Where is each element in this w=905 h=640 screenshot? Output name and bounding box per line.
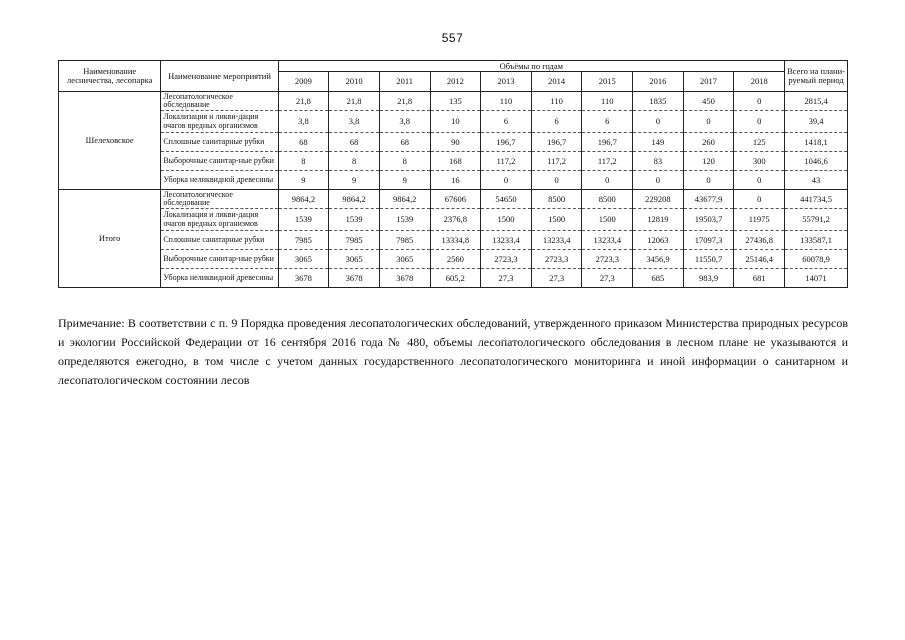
measure-name: Сплошные санитарные рубки bbox=[161, 231, 278, 250]
year-value: 13233,4 bbox=[531, 231, 582, 250]
year-value: 2723,3 bbox=[481, 250, 532, 269]
year-value: 7985 bbox=[329, 231, 380, 250]
header-total: Всего на плани-руемый период bbox=[785, 61, 848, 92]
year-value: 21,8 bbox=[379, 92, 430, 111]
year-value: 1539 bbox=[329, 209, 380, 231]
year-value: 68 bbox=[379, 133, 430, 152]
header-year: 2016 bbox=[633, 72, 684, 92]
year-value: 11975 bbox=[734, 209, 785, 231]
table-row bbox=[59, 152, 848, 171]
header-year: 2013 bbox=[481, 72, 532, 92]
year-value: 12063 bbox=[633, 231, 684, 250]
year-value: 135 bbox=[430, 92, 481, 111]
measure-name: Лесопатологическое обследование bbox=[161, 92, 278, 111]
total-value: 441734,5 bbox=[785, 190, 848, 209]
year-value: 3,8 bbox=[278, 111, 329, 133]
year-value: 6 bbox=[531, 111, 582, 133]
total-value: 39,4 bbox=[785, 111, 848, 133]
year-value: 0 bbox=[633, 111, 684, 133]
year-value: 681 bbox=[734, 269, 785, 288]
year-value: 0 bbox=[734, 171, 785, 190]
year-value: 605,2 bbox=[430, 269, 481, 288]
year-value: 9864,2 bbox=[379, 190, 430, 209]
table-row bbox=[59, 209, 848, 231]
total-value: 1418,1 bbox=[785, 133, 848, 152]
year-value: 3,8 bbox=[329, 111, 380, 133]
measure-name: Сплошные санитарные рубки bbox=[161, 133, 278, 152]
year-value: 9 bbox=[278, 171, 329, 190]
year-value: 1500 bbox=[481, 209, 532, 231]
total-value: 14071 bbox=[785, 269, 848, 288]
header-measure: Наименование мероприятий bbox=[161, 61, 278, 92]
year-value: 110 bbox=[481, 92, 532, 111]
measure-name: Локализация и ликви-дация очагов вредных организмов bbox=[161, 111, 278, 133]
year-value: 54650 bbox=[481, 190, 532, 209]
year-value: 16 bbox=[430, 171, 481, 190]
year-value: 260 bbox=[683, 133, 734, 152]
table-row bbox=[59, 111, 848, 133]
table-row bbox=[59, 250, 848, 269]
year-value: 196,7 bbox=[582, 133, 633, 152]
year-value: 7985 bbox=[379, 231, 430, 250]
table-row bbox=[59, 190, 848, 209]
year-value: 68 bbox=[278, 133, 329, 152]
measure-name: Выборочные санитар-ные рубки bbox=[161, 152, 278, 171]
year-value: 0 bbox=[683, 171, 734, 190]
year-value: 450 bbox=[683, 92, 734, 111]
year-value: 8 bbox=[278, 152, 329, 171]
year-value: 3065 bbox=[379, 250, 430, 269]
year-value: 9 bbox=[329, 171, 380, 190]
year-value: 3065 bbox=[329, 250, 380, 269]
header-forestry: Наименование лесничества, лесопарка bbox=[59, 61, 161, 92]
header-year: 2011 bbox=[379, 72, 430, 92]
year-value: 8 bbox=[329, 152, 380, 171]
header-year: 2018 bbox=[734, 72, 785, 92]
year-value: 1539 bbox=[278, 209, 329, 231]
year-value: 229208 bbox=[633, 190, 684, 209]
forestry-name: Шелеховское bbox=[59, 92, 161, 190]
year-value: 0 bbox=[582, 171, 633, 190]
year-value: 0 bbox=[734, 92, 785, 111]
year-value: 3456,9 bbox=[633, 250, 684, 269]
page-number: 557 bbox=[441, 31, 464, 45]
year-value: 196,7 bbox=[481, 133, 532, 152]
year-value: 9864,2 bbox=[329, 190, 380, 209]
year-value: 110 bbox=[582, 92, 633, 111]
year-value: 125 bbox=[734, 133, 785, 152]
year-value: 1500 bbox=[582, 209, 633, 231]
year-value: 27,3 bbox=[481, 269, 532, 288]
forestry-name: Итого bbox=[59, 190, 161, 288]
year-value: 12819 bbox=[633, 209, 684, 231]
year-value: 9 bbox=[379, 171, 430, 190]
year-value: 68 bbox=[329, 133, 380, 152]
header-year: 2015 bbox=[582, 72, 633, 92]
year-value: 21,8 bbox=[278, 92, 329, 111]
total-value: 133587,1 bbox=[785, 231, 848, 250]
total-value: 55791,2 bbox=[785, 209, 848, 231]
header-volumes-by-year: Объёмы по годам bbox=[278, 61, 784, 72]
year-value: 0 bbox=[531, 171, 582, 190]
year-value: 13334,8 bbox=[430, 231, 481, 250]
year-value: 685 bbox=[633, 269, 684, 288]
header-year: 2009 bbox=[278, 72, 329, 92]
year-value: 9864,2 bbox=[278, 190, 329, 209]
measure-name: Лесопатологическое обследование bbox=[161, 190, 278, 209]
year-value: 1539 bbox=[379, 209, 430, 231]
year-value: 27,3 bbox=[531, 269, 582, 288]
year-value: 3678 bbox=[278, 269, 329, 288]
total-value: 43 bbox=[785, 171, 848, 190]
year-value: 0 bbox=[734, 190, 785, 209]
table-row bbox=[59, 92, 848, 111]
total-value: 60078,9 bbox=[785, 250, 848, 269]
year-value: 27,3 bbox=[582, 269, 633, 288]
table-row bbox=[59, 269, 848, 288]
year-value: 3,8 bbox=[379, 111, 430, 133]
measure-name: Уборка неликвидной древесины bbox=[161, 171, 278, 190]
year-value: 0 bbox=[481, 171, 532, 190]
table-row bbox=[59, 133, 848, 152]
year-value: 13233,4 bbox=[481, 231, 532, 250]
year-value: 0 bbox=[683, 111, 734, 133]
year-value: 3065 bbox=[278, 250, 329, 269]
table-row bbox=[59, 231, 848, 250]
year-value: 3678 bbox=[329, 269, 380, 288]
year-value: 300 bbox=[734, 152, 785, 171]
year-value: 7985 bbox=[278, 231, 329, 250]
year-value: 21,8 bbox=[329, 92, 380, 111]
year-value: 83 bbox=[633, 152, 684, 171]
year-value: 8 bbox=[379, 152, 430, 171]
table-row bbox=[59, 171, 848, 190]
year-value: 2376,8 bbox=[430, 209, 481, 231]
total-value: 1046,6 bbox=[785, 152, 848, 171]
header-year: 2010 bbox=[329, 72, 380, 92]
year-value: 120 bbox=[683, 152, 734, 171]
year-value: 67606 bbox=[430, 190, 481, 209]
year-value: 2723,3 bbox=[582, 250, 633, 269]
year-value: 25146,4 bbox=[734, 250, 785, 269]
year-value: 17097,3 bbox=[683, 231, 734, 250]
year-value: 43677,9 bbox=[683, 190, 734, 209]
year-value: 983,9 bbox=[683, 269, 734, 288]
year-value: 11550,7 bbox=[683, 250, 734, 269]
year-value: 6 bbox=[481, 111, 532, 133]
year-value: 1835 bbox=[633, 92, 684, 111]
year-value: 2560 bbox=[430, 250, 481, 269]
year-value: 6 bbox=[582, 111, 633, 133]
footnote: Примечание: В соответствии с п. 9 Порядка проведения лесопатологических обследований, утвержденного приказом Министерства природных ресурсов и экологии Российской Федерации от 16 сентября 2016 года № 480, объемы лесопатологического обследования в лесном плане не указываются и определяются ежегодно, в том числе с учетом данных государственного лесопатологического мониторинга и иной информации о санитарном и лесопатологическом состоянии лесов bbox=[58, 316, 848, 387]
year-value: 117,2 bbox=[481, 152, 532, 171]
year-value: 10 bbox=[430, 111, 481, 133]
year-value: 19503,7 bbox=[683, 209, 734, 231]
year-value: 3678 bbox=[379, 269, 430, 288]
header-year: 2017 bbox=[683, 72, 734, 92]
measure-name: Локализация и ликви-дация очагов вредных организмов bbox=[161, 209, 278, 231]
year-value: 110 bbox=[531, 92, 582, 111]
year-value: 13233,4 bbox=[582, 231, 633, 250]
year-value: 1500 bbox=[531, 209, 582, 231]
year-value: 8500 bbox=[531, 190, 582, 209]
total-value: 2815,4 bbox=[785, 92, 848, 111]
header-year: 2014 bbox=[531, 72, 582, 92]
forest-pathology-volumes-table bbox=[58, 60, 848, 288]
measure-name: Уборка неликвидной древесины bbox=[161, 269, 278, 288]
measure-name: Выборочные санитар-ные рубки bbox=[161, 250, 278, 269]
year-value: 0 bbox=[633, 171, 684, 190]
year-value: 117,2 bbox=[582, 152, 633, 171]
table-body bbox=[59, 92, 848, 288]
year-value: 8500 bbox=[582, 190, 633, 209]
year-value: 90 bbox=[430, 133, 481, 152]
year-value: 27436,8 bbox=[734, 231, 785, 250]
year-value: 196,7 bbox=[531, 133, 582, 152]
year-value: 2723,3 bbox=[531, 250, 582, 269]
year-value: 149 bbox=[633, 133, 684, 152]
header-year: 2012 bbox=[430, 72, 481, 92]
year-value: 0 bbox=[734, 111, 785, 133]
year-value: 117,2 bbox=[531, 152, 582, 171]
year-value: 168 bbox=[430, 152, 481, 171]
